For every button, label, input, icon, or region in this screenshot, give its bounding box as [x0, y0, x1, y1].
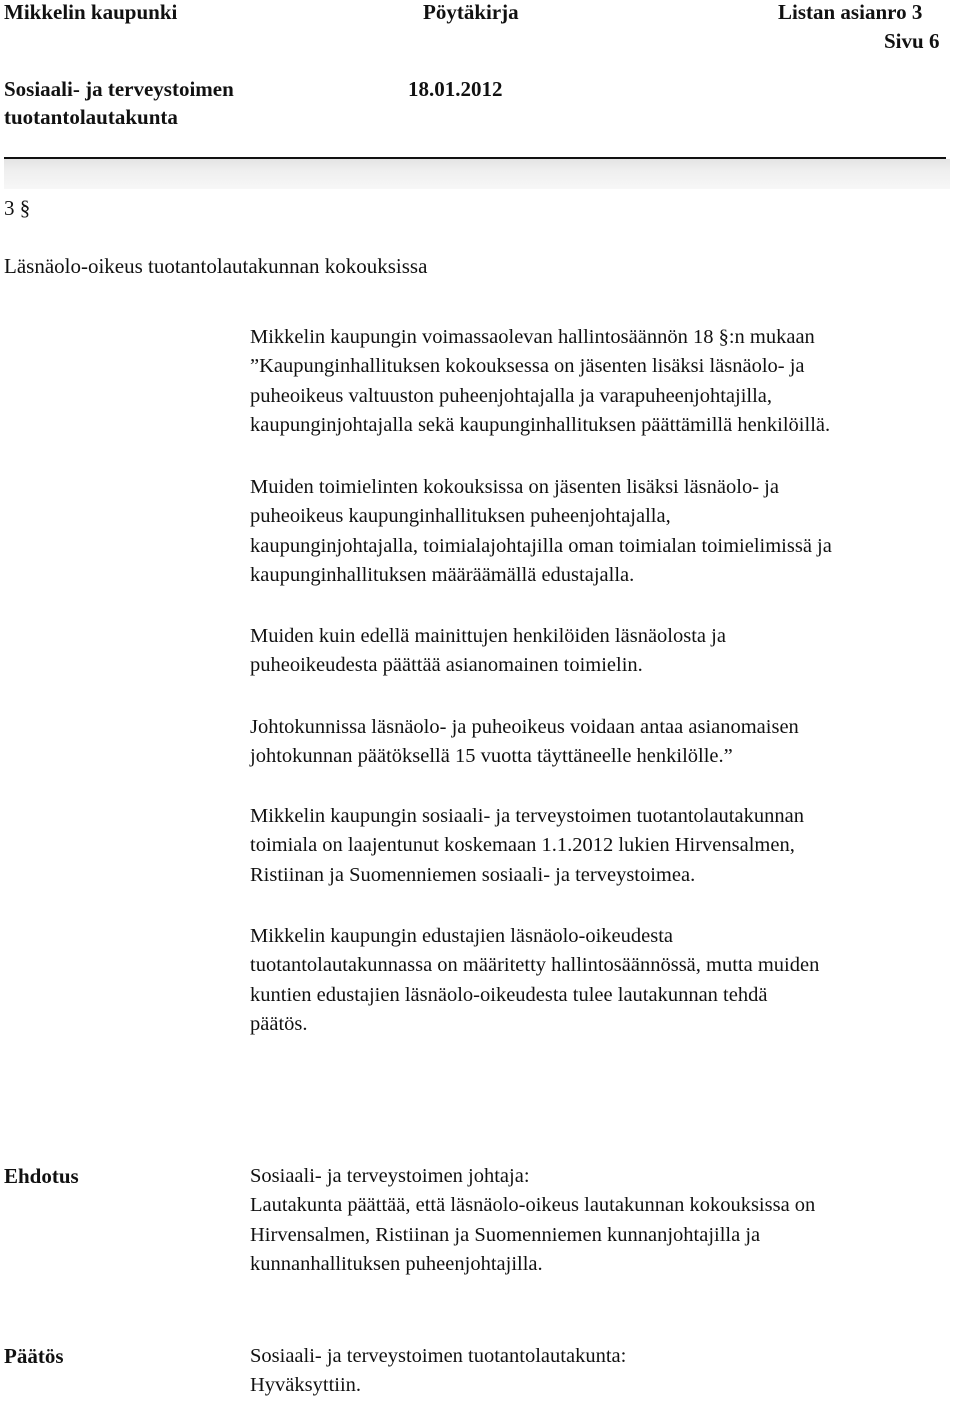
paragraph-line: päätös.	[250, 1013, 308, 1036]
paragraph-5	[250, 802, 804, 890]
paragraph-line: Johtokunnissa läsnäolo- ja puheoikeus voidaan antaa asianomaisen	[250, 716, 799, 738]
proposal-line: kunnanhallituksen puheenjohtajilla.	[250, 1253, 543, 1276]
paragraph-line: ”Kaupunginhallituksen kokouksessa on jäsenten lisäksi läsnäolo- ja	[250, 355, 805, 378]
header-doc-type: Pöytäkirja	[423, 0, 519, 24]
paragraph-line: Mikkelin kaupungin voimassaolevan hallintosäännön 18 §:n mukaan	[250, 326, 815, 348]
paragraph-line: Mikkelin kaupungin edustajien läsnäolo-oikeudesta	[250, 925, 674, 947]
paragraph-line: kaupunginjohtajalla sekä kaupunginhallituksen päättämillä henkilöillä.	[250, 414, 831, 437]
paragraph-line: Ristiinan ja Suomenniemen sosiaali- ja terveystoimea.	[250, 863, 696, 886]
proposal-line: Lautakunta päättää, että läsnäolo-oikeus lautakunnan kokouksissa on	[250, 1194, 816, 1217]
header-date: 18.01.2012	[408, 77, 503, 101]
proposal-line: Hirvensalmen, Ristiinan ja Suomenniemen kunnanjohtajilla ja	[250, 1223, 761, 1246]
paragraph-2	[250, 473, 832, 591]
section-number: 3 §	[4, 196, 31, 220]
paragraph-line: puheoikeus kaupunginhallituksen puheenjohtajalla,	[250, 505, 671, 528]
paragraph-1	[250, 323, 830, 441]
paragraph-line: kaupunginjohtajalla, toimialajohtajilla oman toimialan toimielimissä ja	[250, 534, 832, 557]
header-page-number: Sivu 6	[884, 29, 940, 53]
paragraph-line: kaupunginhallituksen määräämällä edustajalla.	[250, 564, 635, 587]
paragraph-line: tuotantolautakunnassa on määritetty hallintosäännössä, mutta muiden	[250, 954, 820, 977]
header-divider-shadow	[4, 159, 950, 189]
proposal-label: Ehdotus	[4, 1164, 79, 1188]
paragraph-line: Muiden toimielinten kokouksissa on jäsenten lisäksi läsnäolo- ja	[250, 476, 779, 498]
header-city: Mikkelin kaupunki	[4, 0, 178, 24]
paragraph-6	[250, 922, 819, 1040]
decision-text	[250, 1342, 626, 1401]
header-item-number: Listan asianro 3	[778, 0, 923, 24]
paragraph-line: johtokunnan päätöksellä 15 vuotta täyttäneelle henkilölle.”	[250, 745, 733, 768]
decision-line: Hyväksyttiin.	[250, 1374, 362, 1397]
header-divider	[4, 157, 946, 159]
decision-label: Päätös	[4, 1344, 64, 1368]
proposal-text	[250, 1162, 815, 1280]
proposal-line: Sosiaali- ja terveystoimen johtaja:	[250, 1165, 530, 1187]
paragraph-line: toimiala on laajentunut koskemaan 1.1.2012 lukien Hirvensalmen,	[250, 834, 795, 857]
paragraph-line: puheoikeudesta päättää asianomainen toimielin.	[250, 654, 643, 677]
paragraph-line: Mikkelin kaupungin sosiaali- ja terveystoimen tuotantolautakunnan	[250, 805, 804, 827]
header-board-name-line1: Sosiaali- ja terveystoimen	[4, 77, 234, 101]
paragraph-3	[250, 622, 726, 681]
section-title: Läsnäolo-oikeus tuotantolautakunnan kokouksissa	[4, 254, 428, 278]
paragraph-line: puheoikeus valtuuston puheenjohtajalla ja varapuheenjohtajilla,	[250, 384, 773, 407]
paragraph-4	[250, 713, 799, 772]
paragraph-line: Muiden kuin edellä mainittujen henkilöiden läsnäolosta ja	[250, 625, 726, 647]
header-board-name-line2: tuotantolautakunta	[4, 105, 178, 129]
decision-line: Sosiaali- ja terveystoimen tuotantolautakunta:	[250, 1345, 627, 1367]
paragraph-line: kuntien edustajien läsnäolo-oikeudesta tulee lautakunnan tehdä	[250, 983, 768, 1006]
